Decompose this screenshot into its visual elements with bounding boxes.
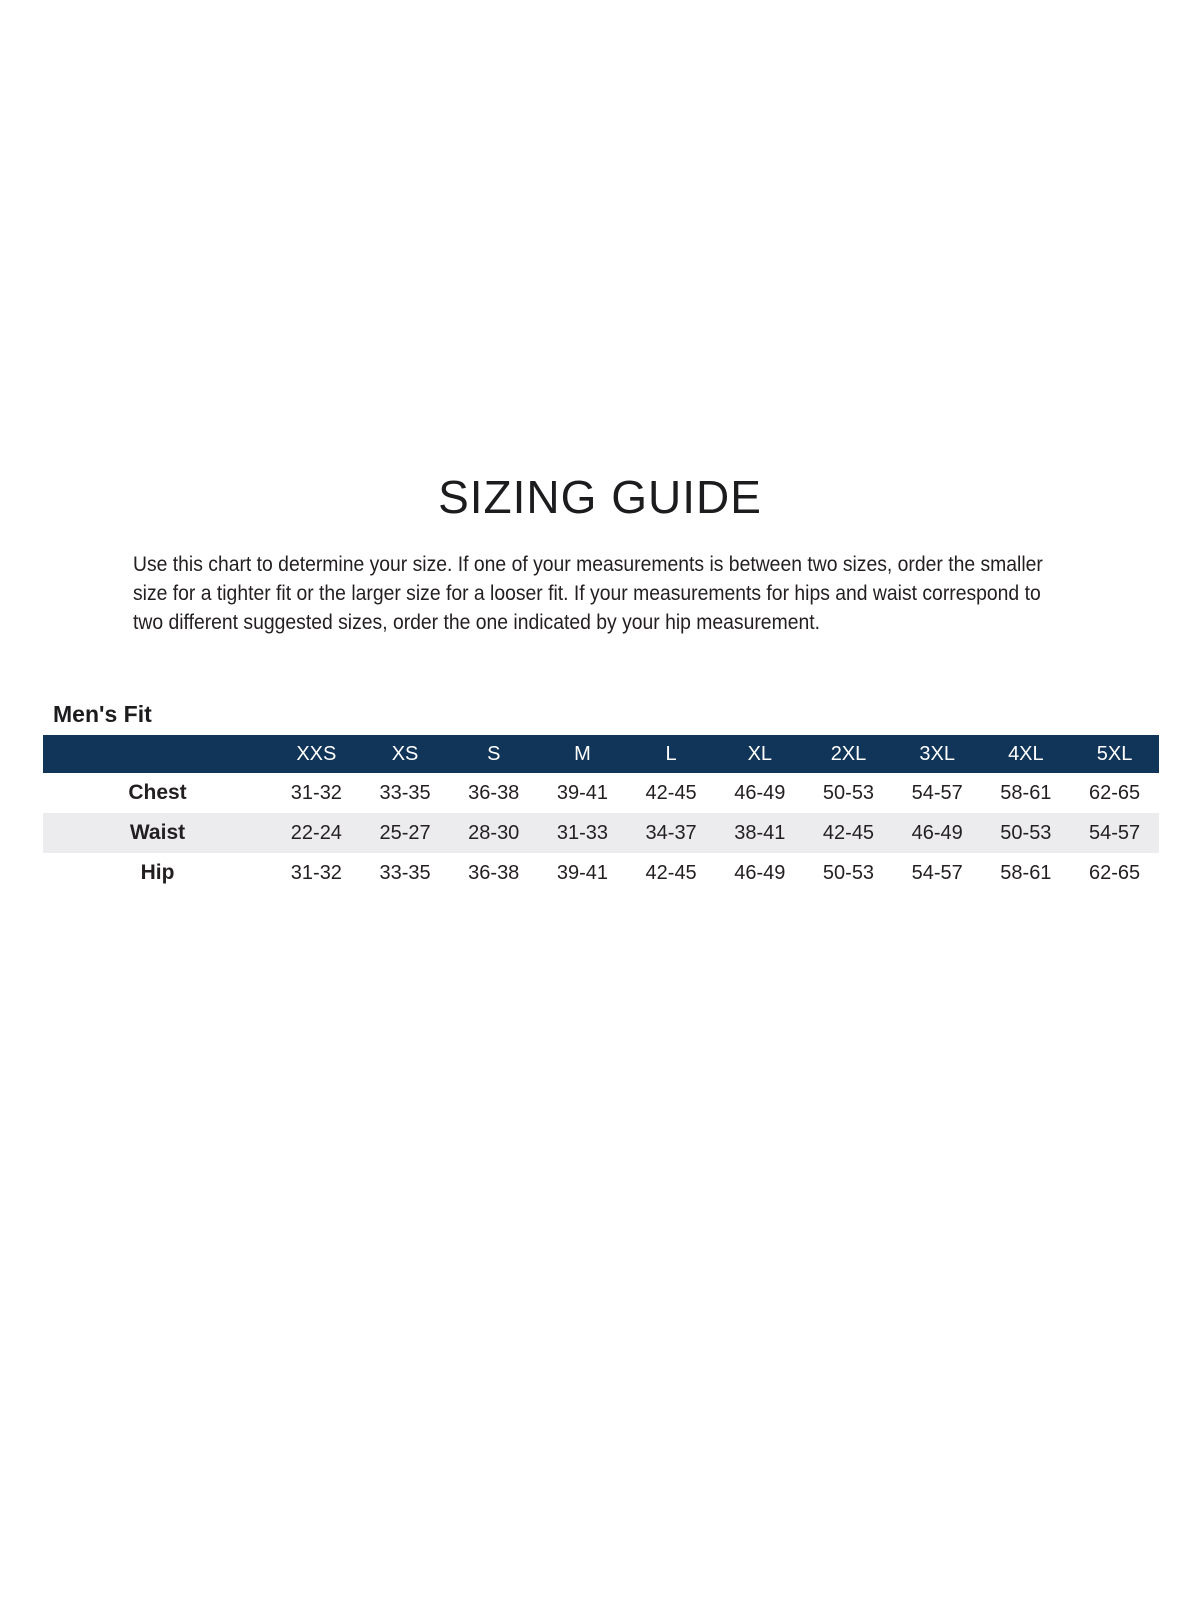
size-cell: 54-57 [911, 781, 963, 804]
size-cell: 62-65 [1089, 781, 1141, 804]
size-cell: 25-27 [379, 821, 431, 844]
mens-fit-size-table [43, 735, 1159, 893]
size-cell: 46-49 [734, 861, 786, 884]
column-header-s: S [449, 735, 538, 773]
size-cell: 31-33 [556, 821, 608, 844]
section-label-mens-fit: Men's Fit [53, 701, 152, 727]
column-header-5xl: 5XL [1070, 735, 1159, 773]
size-cell: 33-35 [379, 781, 431, 804]
size-cell: 62-65 [1089, 861, 1141, 884]
intro-paragraph: Use this chart to determine your size. If one of your measurements is between two sizes, order the smaller size for a tighter fit or the larger size for a looser fit. If your measurements for hips and waist correspond to two different suggested sizes, order the one indicated by your hip measurement. [133, 552, 1043, 634]
size-cell: 39-41 [556, 861, 608, 884]
size-cell: 42-45 [822, 821, 875, 844]
size-cell: 28-30 [468, 821, 520, 844]
size-cell: 50-53 [1000, 821, 1052, 844]
size-cell: 50-53 [822, 861, 875, 884]
size-cell: 42-45 [645, 861, 697, 884]
size-cell: 50-53 [822, 781, 875, 804]
size-cell: 42-45 [645, 781, 697, 804]
row-label-chest: Chest [128, 781, 187, 804]
column-header-3xl: 3XL [893, 735, 982, 773]
table-row-waist [43, 813, 1159, 853]
column-header-m: M [538, 735, 627, 773]
size-cell: 36-38 [468, 861, 520, 884]
size-table-container [43, 735, 1159, 893]
size-cell: 58-61 [1000, 861, 1052, 884]
page-title: SIZING GUIDE [438, 471, 762, 523]
size-cell: 31-32 [290, 861, 342, 884]
size-cell: 31-32 [290, 781, 342, 804]
size-cell: 36-38 [468, 781, 520, 804]
size-cell: 58-61 [1000, 781, 1052, 804]
row-label-waist: Waist [129, 821, 186, 844]
size-cell: 33-35 [379, 861, 431, 884]
size-cell: 54-57 [911, 861, 963, 884]
column-header-4xl: 4XL [982, 735, 1071, 773]
size-cell: 34-37 [645, 821, 697, 844]
size-cell: 22-24 [290, 821, 342, 844]
size-cell: 39-41 [556, 781, 608, 804]
column-header-xl: XL [715, 735, 804, 773]
size-cell: 38-41 [734, 821, 786, 844]
column-header-xxs: XXS [272, 735, 361, 773]
row-label-hip: Hip [140, 861, 175, 884]
column-header-xs: XS [361, 735, 450, 773]
size-cell: 46-49 [911, 821, 963, 844]
size-cell: 54-57 [1089, 821, 1141, 844]
table-row-hip [43, 853, 1159, 893]
table-header-corner [43, 735, 272, 773]
column-header-l: L [627, 735, 716, 773]
table-row-chest [43, 773, 1159, 813]
column-header-2xl: 2XL [804, 735, 893, 773]
table-header-row [43, 735, 1159, 773]
size-cell: 46-49 [734, 781, 786, 804]
